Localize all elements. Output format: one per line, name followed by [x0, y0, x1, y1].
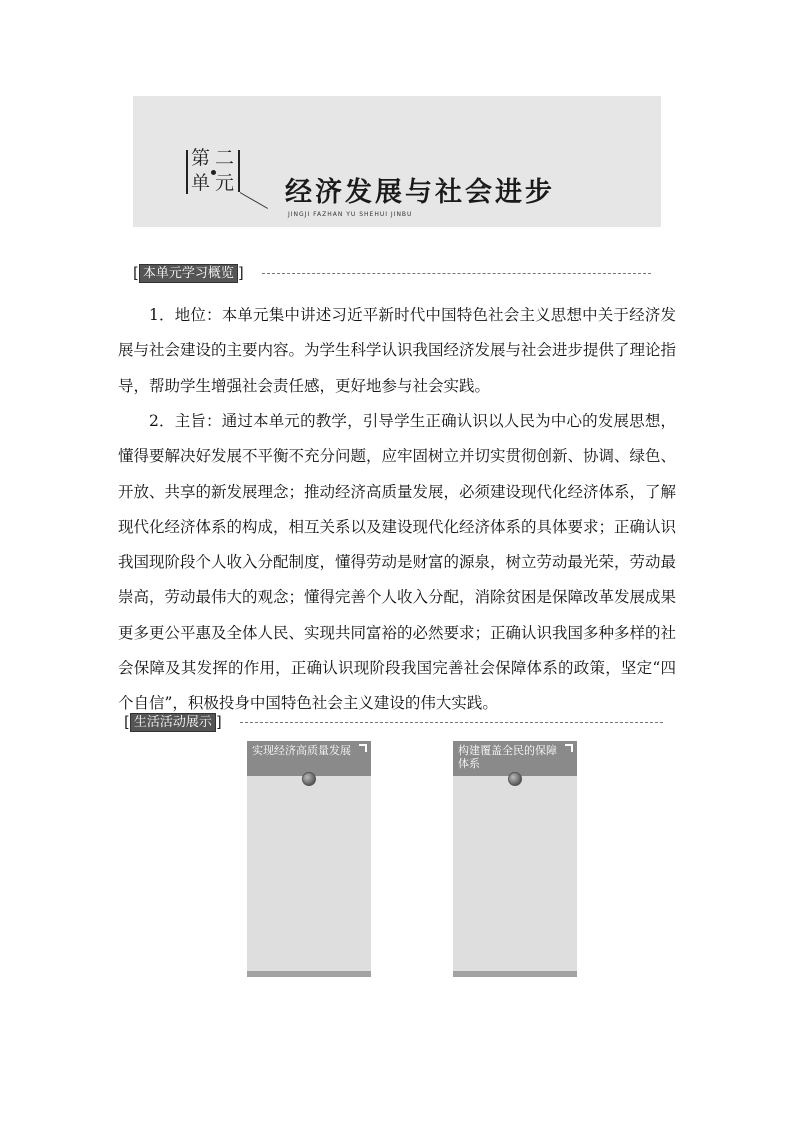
unit-title-pinyin: JINGJI FAZHAN YU SHEHUI JINBU: [288, 211, 413, 218]
unit-char: 元: [215, 172, 235, 194]
globe-icon: [302, 772, 316, 786]
unit-char: 单: [191, 172, 211, 194]
unit-title: 经济发展与社会进步: [285, 177, 555, 208]
card-footer: [247, 971, 371, 977]
paragraph-theme: 2．主旨：通过本单元的教学，引导学生正确认识以人民为中心的发展思想，懂得要解决好发展不平衡不充分问题，应牢固树立并切实贯彻创新、协调、绿色、开放、共享的新发展理念；推动经济高质量发展，必须建设现代化经济体系，了解现代化经济体系的构成，相互关系以及建设现代化经济体系的具体要求；正确认识我国现阶段个人收入分配制度，懂得劳动是财富的源泉，树立劳动最光荣，劳动最崇高，劳动最伟大的观念；懂得完善个人收入分配，消除贫困是保障改革发展成果更多更公平惠及全体人民、实现共同富裕的必然要求；正确认识我国多种多样的社会保障及其发挥的作用，正确认识现阶段我国完善社会保障体系的政策，坚定“四个自信”，积极投身中国特色社会主义建设的伟大实践。: [118, 412, 677, 713]
card-title: 构建覆盖全民的保障体系: [458, 744, 557, 770]
unit-char: 第: [191, 147, 211, 169]
card-header: [247, 741, 371, 776]
card-header: [453, 741, 577, 776]
unit-bar-right: [238, 150, 240, 192]
activity-card-economy[interactable]: [247, 741, 371, 977]
unit-diagonal-line: [240, 192, 268, 209]
card-footer: [453, 971, 577, 977]
section-divider: [262, 273, 651, 274]
corner-arrow-icon: [565, 744, 573, 752]
section-header-activities: [ 生活活动展示 ]: [124, 713, 222, 731]
section-label: 本单元学习概览: [139, 264, 238, 283]
corner-arrow-icon: [359, 744, 367, 752]
unit-char: 二: [215, 147, 235, 169]
unit-banner: [133, 96, 661, 227]
card-title: 实现经济高质量发展: [252, 744, 351, 757]
globe-icon: [508, 772, 522, 786]
paragraph-position: 1．地位：本单元集中讲述习近平新时代中国特色社会主义思想中关于经济发展与社会建设的主要内容。为学生科学认识我国经济发展与社会进步提供了理论指导，帮助学生增强社会责任感，更好地参与社会实践。: [118, 306, 677, 395]
section-header-overview: [ 本单元学习概览 ]: [133, 264, 244, 282]
section-divider: [240, 722, 663, 723]
section-label: 生活活动展示: [130, 713, 216, 732]
activity-card-security[interactable]: [453, 741, 577, 977]
unit-number-mark: [186, 146, 244, 198]
unit-bar-left: [186, 150, 188, 194]
